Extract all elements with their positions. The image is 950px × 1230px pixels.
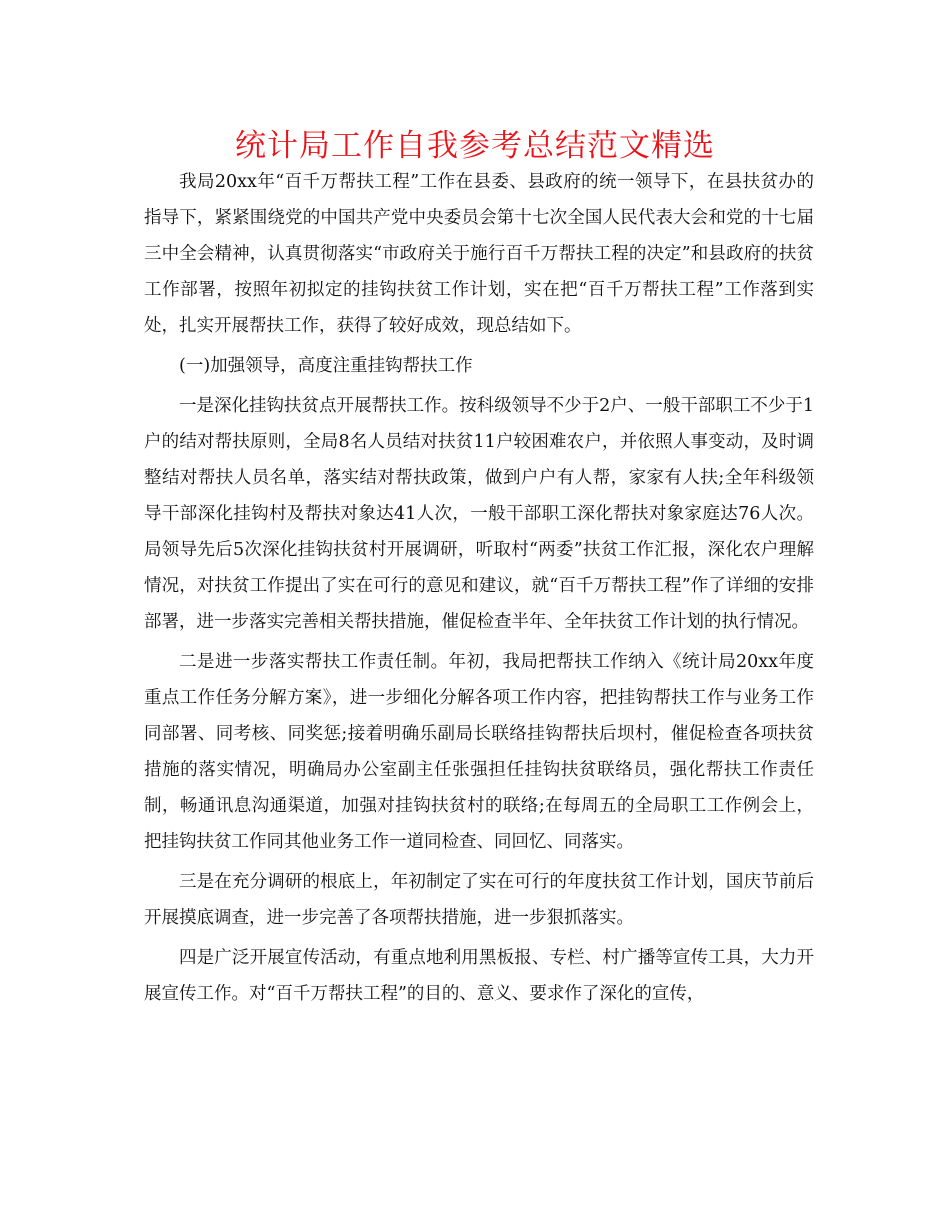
paragraph-intro: 我局20xx年“百千万帮扶工程”工作在县委、县政府的统一领导下，在县扶贫办的指导下，紧紧围绕党的中国共产党中央委员会第十七次全国人民代表大会和党的十七届三中全会精神，认真贯彻落实“市政府关于施行百千万帮扶工程的决定”和县政府的扶贫工作部署，按照年初拟定的挂钩扶贫工作计划，实在把“百千万帮扶工程”工作落到实处，扎实开展帮扶工作，获得了较好成效，现总结如下。 bbox=[144, 172, 814, 336]
paragraph-point-1: 一是深化挂钩扶贫点开展帮扶工作。按科级领导不少于2户、一般干部职工不少于1户的结对帮扶原则，全局8名人员结对扶贫11户较困难农户，并依照人事变动，及时调整结对帮扶人员名单，落实结对帮扶政策，做到户户有人帮，家家有人扶;全年科级领导干部深化挂钩村及帮扶对象达41人次，一般干部职工深化帮扶对象家庭达76人次。局领导先后5次深化挂钩扶贫村开展调研，听取村“两委”扶贫工作汇报，深化农户理解情况，对扶贫工作提出了实在可行的意见和建议，就“百千万帮扶工程”作了详细的安排部署，进一步落实完善相关帮扶措施，催促检查半年、全年扶贫工作计划的执行情况。 bbox=[144, 396, 814, 632]
paragraph-point-2: 二是进一步落实帮扶工作责任制。年初，我局把帮扶工作纳入《统计局20xx年度重点工作任务分解方案》，进一步细化分解各项工作内容，把挂钩帮扶工作与业务工作同部署、同考核、同奖惩;接着明确乐副局长联络挂钩帮扶后坝村，催促检查各项扶贫措施的落实情况，明确局办公室副主任张强担任挂钩扶贫联络员，强化帮扶工作责任制，畅通讯息沟通渠道，加强对挂钩扶贫村的联络;在每周五的全局职工工作例会上，把挂钩扶贫工作同其他业务工作一道同检查、同回忆、同落实。 bbox=[144, 652, 814, 852]
document-title: 统计局工作自我参考总结范文精选 bbox=[235, 128, 715, 164]
section-heading: (一)加强领导，高度注重挂钩帮扶工作 bbox=[179, 356, 473, 376]
document-body bbox=[144, 164, 814, 1012]
paragraph-point-4: 四是广泛开展宣传活动，有重点地利用黑板报、专栏、村广播等宣传工具，大力开展宣传工作。对“百千万帮扶工程”的目的、意义、要求作了深化的宣传， bbox=[144, 948, 814, 1004]
paragraph-point-3: 三是在充分调研的根底上，年初制定了实在可行的年度扶贫工作计划，国庆节前后开展摸底调查，进一步完善了各项帮扶措施，进一步狠抓落实。 bbox=[144, 872, 814, 928]
